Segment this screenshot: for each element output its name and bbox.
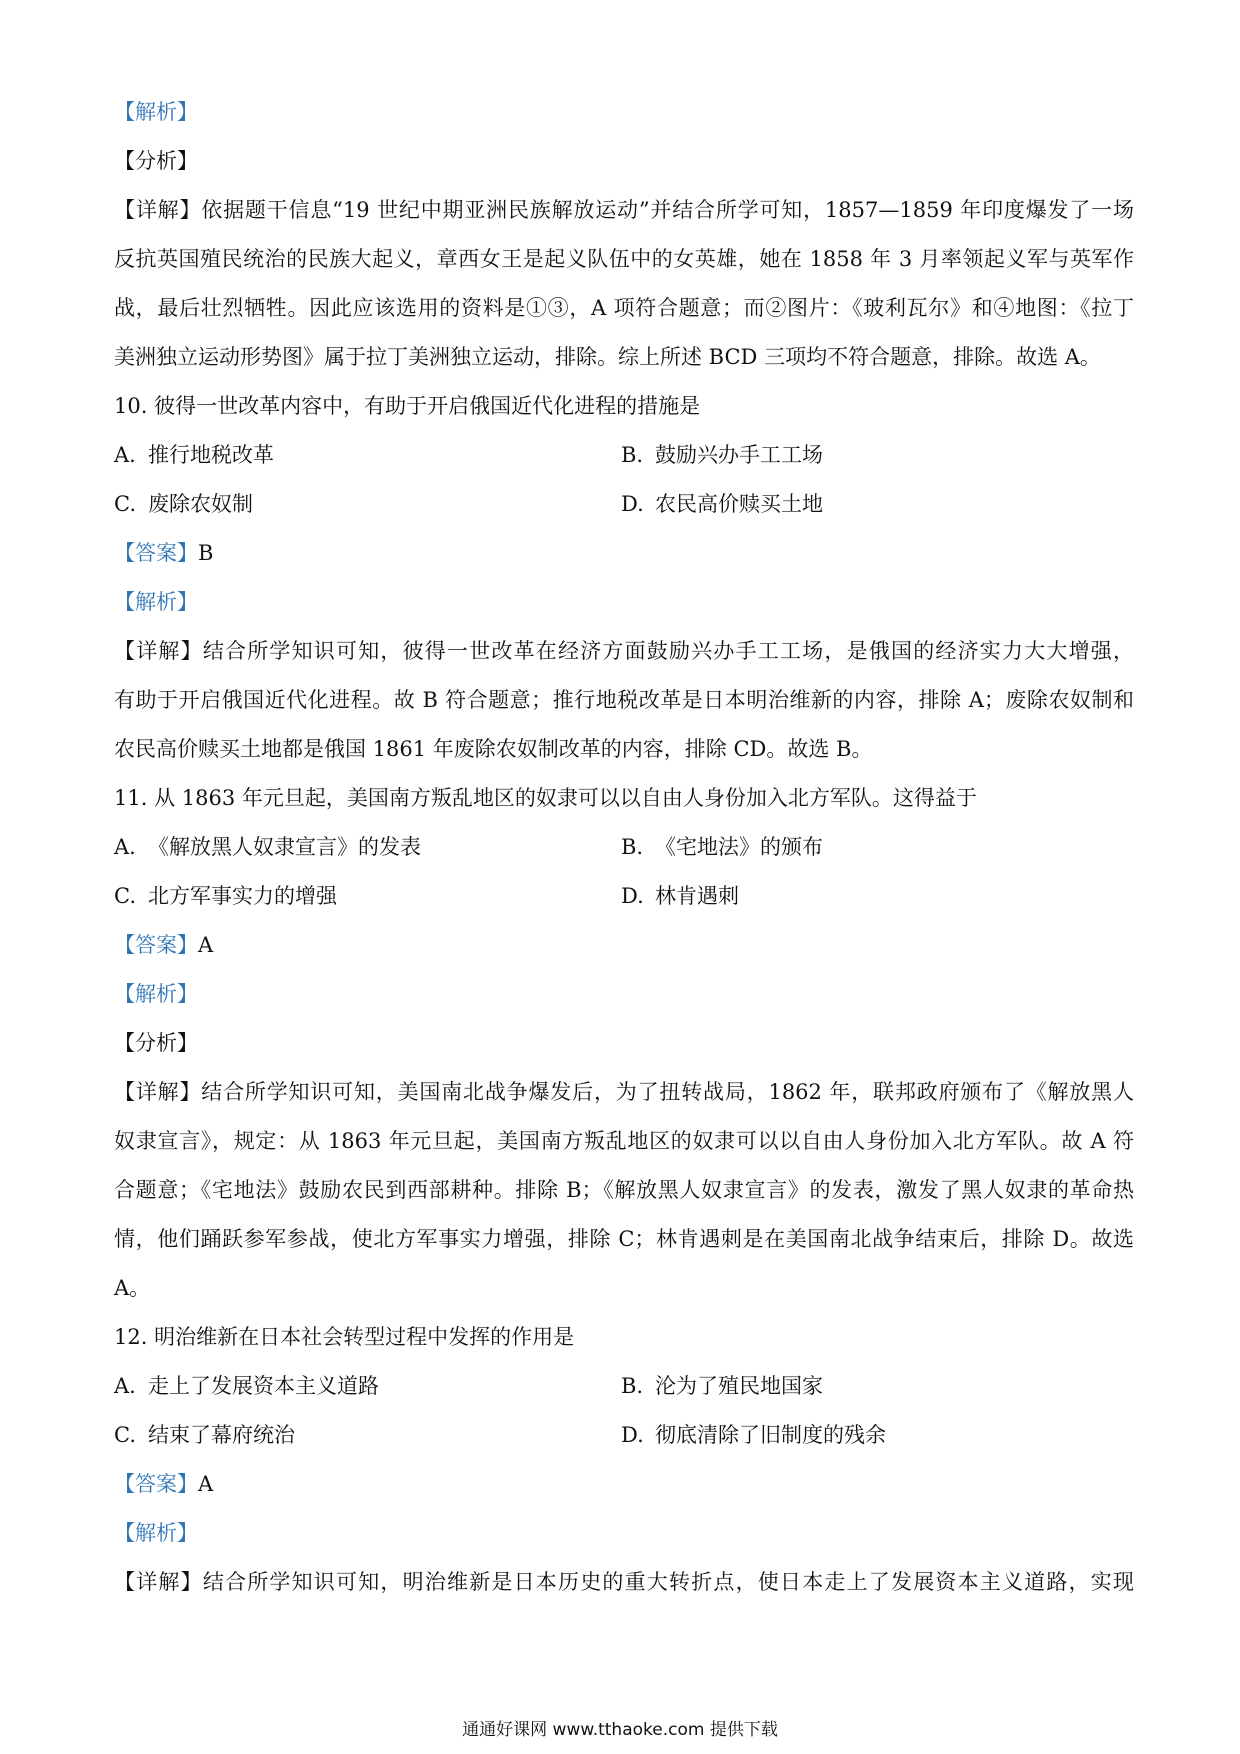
page-footer: 通通好课网 www.tthaoke.com 提供下载 — [462, 1720, 778, 1740]
option-text: 废除农奴制 — [148, 492, 253, 516]
question-10-options-row-2 — [114, 488, 1134, 520]
option-text: 结束了幕府统治 — [148, 1423, 295, 1447]
detail-text: 依据题干信息“19 世纪中期亚洲民族解放运动”并结合所学可知，1857—1859 年印度爆发了一场 — [201, 198, 1134, 222]
detail-line: 战，最后壮烈牺牲。因此应该选用的资料是①③，A 项符合题意；而②图片：《玻利瓦尔》和④地图：《拉丁 — [114, 296, 1134, 320]
answer-line — [114, 929, 1134, 961]
option-text: 林肯遇刺 — [655, 884, 739, 908]
option-b — [621, 1370, 1128, 1402]
detail-line — [114, 1076, 1134, 1108]
detail-line — [114, 194, 1134, 226]
question-12-options-row-1 — [114, 1370, 1134, 1402]
fenxi-heading: 【分析】 — [114, 149, 198, 173]
document-page — [114, 96, 1134, 1615]
option-c — [114, 880, 621, 912]
option-text: 彻底清除了旧制度的残余 — [655, 1423, 886, 1447]
option-d — [621, 488, 1128, 520]
detail-text: 结合所学知识可知，彼得一世改革在经济方面鼓励兴办手工工场，是俄国的经济实力大大增强， — [202, 639, 1135, 663]
analysis-heading: 【解析】 — [114, 982, 198, 1006]
option-text: 推行地税改革 — [148, 443, 274, 467]
option-letter: A. — [114, 835, 136, 859]
detail-tag: 【详解】 — [114, 198, 202, 222]
option-b — [621, 439, 1128, 471]
option-text: 鼓励兴办手工工场 — [655, 443, 823, 467]
option-letter: A. — [114, 443, 136, 467]
analysis-heading: 【解析】 — [114, 590, 198, 614]
question-10-options-row-1 — [114, 439, 1134, 471]
option-letter: C. — [114, 492, 136, 516]
option-d — [621, 880, 1128, 912]
detail-line — [114, 1566, 1134, 1598]
option-letter: C. — [114, 884, 136, 908]
detail-text: 结合所学知识可知，明治维新是日本历史的重大转折点，使日本走上了发展资本主义道路，实现 — [202, 1570, 1135, 1594]
question-12-stem: 12. 明治维新在日本社会转型过程中发挥的作用是 — [114, 1325, 575, 1349]
question-11-options-row-2 — [114, 880, 1134, 912]
detail-line: 情，他们踊跃参军参战，使北方军事实力增强，排除 C；林肯遇刺是在美国南北战争结束后，排除 D。故选 — [114, 1227, 1134, 1251]
option-text: 沦为了殖民地国家 — [655, 1374, 823, 1398]
question-10-stem: 10. 彼得一世改革内容中，有助于开启俄国近代化进程的措施是 — [114, 394, 701, 418]
option-text: 北方军事实力的增强 — [148, 884, 337, 908]
answer-value: B — [198, 541, 214, 565]
option-letter: B. — [621, 1374, 644, 1398]
detail-text: 结合所学知识可知，美国南北战争爆发后，为了扭转战局，1862 年，联邦政府颁布了《解放黑人 — [201, 1080, 1134, 1104]
option-letter: A. — [114, 1374, 136, 1398]
question-12-options-row-2 — [114, 1419, 1134, 1451]
option-a — [114, 439, 621, 471]
question-11-stem: 11. 从 1863 年元旦起，美国南方叛乱地区的奴隶可以以自由人身份加入北方军队。这得益于 — [114, 786, 977, 810]
answer-line — [114, 537, 1134, 569]
option-text: 《解放黑人奴隶宣言》的发表 — [148, 835, 421, 859]
answer-value: A — [198, 1472, 214, 1496]
option-text: 走上了发展资本主义道路 — [148, 1374, 379, 1398]
answer-tag: 【答案】 — [114, 541, 198, 565]
option-letter: D. — [621, 884, 644, 908]
answer-tag: 【答案】 — [114, 933, 198, 957]
option-letter: D. — [621, 1423, 644, 1447]
option-d — [621, 1419, 1128, 1451]
analysis-heading: 【解析】 — [114, 1521, 198, 1545]
detail-tag: 【详解】 — [114, 1570, 203, 1594]
detail-line: 有助于开启俄国近代化进程。故 B 符合题意；推行地税改革是日本明治维新的内容，排除 A；废除农奴制和 — [114, 688, 1134, 712]
option-a — [114, 831, 621, 863]
detail-tag: 【详解】 — [114, 1080, 202, 1104]
option-letter: B. — [621, 835, 644, 859]
detail-line: 农民高价赎买土地都是俄国 1861 年废除农奴制改革的内容，排除 CD。故选 B。 — [114, 737, 873, 761]
option-letter: C. — [114, 1423, 136, 1447]
detail-line: 合题意；《宅地法》鼓励农民到西部耕种。排除 B；《解放黑人奴隶宣言》的发表，激发了黑人奴隶的革命热 — [114, 1178, 1134, 1202]
answer-value: A — [198, 933, 214, 957]
fenxi-heading: 【分析】 — [114, 1031, 198, 1055]
option-text: 农民高价赎买土地 — [655, 492, 823, 516]
option-c — [114, 1419, 621, 1451]
option-b — [621, 831, 1128, 863]
detail-line: A。 — [114, 1276, 151, 1300]
question-11-options-row-1 — [114, 831, 1134, 863]
answer-line — [114, 1468, 1134, 1500]
detail-line: 奴隶宣言》，规定：从 1863 年元旦起，美国南方叛乱地区的奴隶可以以自由人身份加入北方军队。故 A 符 — [114, 1129, 1134, 1153]
analysis-heading: 【解析】 — [114, 100, 198, 124]
option-letter: D. — [621, 492, 644, 516]
option-c — [114, 488, 621, 520]
option-a — [114, 1370, 621, 1402]
detail-tag: 【详解】 — [114, 639, 203, 663]
option-text: 《宅地法》的颁布 — [655, 835, 823, 859]
detail-line: 反抗英国殖民统治的民族大起义，章西女王是起义队伍中的女英雄，她在 1858 年 3 月率领起义军与英军作 — [114, 247, 1134, 271]
detail-line — [114, 635, 1134, 667]
option-letter: B. — [621, 443, 644, 467]
detail-line: 美洲独立运动形势图》属于拉丁美洲独立运动，排除。综上所述 BCD 三项均不符合题意，排除。故选 A。 — [114, 345, 1101, 369]
answer-tag: 【答案】 — [114, 1472, 198, 1496]
